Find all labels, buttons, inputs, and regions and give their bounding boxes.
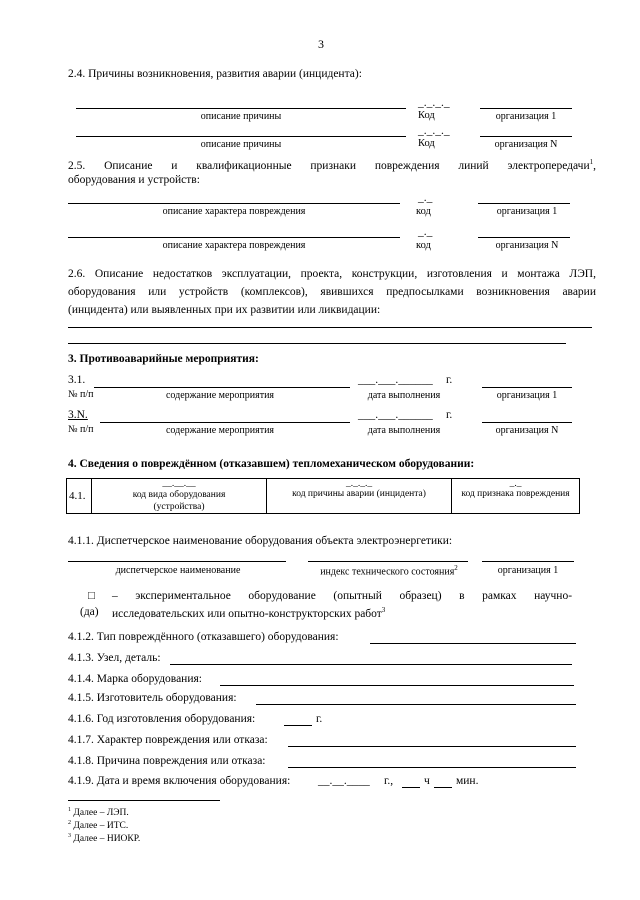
item-4-1-4-field[interactable] bbox=[220, 675, 574, 686]
item-4-1-5-field[interactable] bbox=[256, 694, 576, 705]
word: в bbox=[459, 590, 465, 602]
accident-cause-code-cell[interactable] bbox=[267, 479, 452, 514]
cell-label: код вида оборудования (устройства) bbox=[132, 490, 226, 512]
word: линий bbox=[458, 159, 489, 172]
item-4-1-9-label: 4.1.9. Дата и время включения оборудования: bbox=[68, 775, 291, 787]
measure-1-org-line[interactable] bbox=[482, 387, 572, 388]
cause-n-line[interactable] bbox=[76, 136, 406, 137]
line-text: исследовательских или опытно-конструкторских работ bbox=[112, 607, 382, 620]
item-4-1-2-field[interactable] bbox=[370, 633, 576, 644]
footnote-ref: 1 bbox=[589, 158, 594, 166]
item-4-1-4-label: 4.1.4. Марка оборудования: bbox=[68, 673, 202, 685]
damage-1-line[interactable] bbox=[68, 203, 400, 204]
measure-1-date-mask[interactable]: ___.___.______ bbox=[358, 374, 433, 386]
item-4-1-5-label: 4.1.5. Изготовитель оборудования: bbox=[68, 692, 237, 704]
measure-n-num-caption: № п/п bbox=[68, 424, 94, 435]
damage-n-org-line[interactable] bbox=[478, 237, 570, 238]
cause-1-code-mask[interactable]: _._._._ bbox=[418, 97, 450, 109]
damage-n-line[interactable] bbox=[68, 237, 400, 238]
caption-text: индекс технического состояния bbox=[320, 566, 455, 578]
measure-1-date-suffix: г. bbox=[446, 374, 453, 386]
item-4-1-8-field[interactable] bbox=[288, 757, 576, 768]
footnote-number: 3 bbox=[68, 833, 71, 839]
word: и bbox=[171, 159, 178, 172]
dispatch-org-caption: организация 1 bbox=[497, 565, 559, 576]
damage-1-caption: описание характера повреждения bbox=[162, 206, 306, 217]
section-2-6-line1: 2.6. Описание недостатков эксплуатации, проекта, конструкции, изготовления и монтажа ЛЭП, bbox=[68, 268, 596, 280]
damage-1-code-label: код bbox=[416, 206, 431, 217]
damage-1-code-mask[interactable]: _._ bbox=[418, 192, 433, 204]
word: рамках bbox=[482, 590, 517, 602]
footnote-text: Далее – ЛЭП. bbox=[73, 808, 129, 819]
item-4-1-7-field[interactable] bbox=[288, 736, 576, 747]
cause-n-caption: описание причины bbox=[200, 139, 282, 150]
item-4-1-9-hour-suffix: ч bbox=[424, 775, 430, 787]
footnote-2 bbox=[68, 820, 128, 831]
cause-1-org-caption: организация 1 bbox=[495, 111, 557, 122]
cause-n-code-label: Код bbox=[418, 138, 435, 149]
footnote-separator bbox=[68, 800, 220, 801]
cause-n-org-line[interactable] bbox=[480, 136, 572, 137]
dispatch-org-line[interactable] bbox=[482, 561, 574, 562]
word: 2.5. bbox=[68, 159, 86, 172]
measure-1-num-caption: № п/п bbox=[68, 389, 94, 400]
table-row-label: 4.1. bbox=[67, 479, 92, 514]
tech-state-index-caption bbox=[300, 564, 478, 577]
item-4-1-8-label: 4.1.8. Причина повреждения или отказа: bbox=[68, 755, 266, 767]
dispatch-name-line[interactable] bbox=[68, 561, 286, 562]
item-4-1-9-year-suffix: г., bbox=[384, 775, 394, 787]
word: признаки bbox=[310, 159, 357, 172]
word: оборудование bbox=[248, 590, 316, 602]
word: экспериментальное bbox=[135, 590, 231, 602]
section-2-6-answer-line-2[interactable] bbox=[68, 343, 566, 344]
damage-1-org-line[interactable] bbox=[478, 203, 570, 204]
section-2-6-answer-line-1[interactable] bbox=[68, 327, 592, 328]
cause-n-code-mask[interactable]: _._._._ bbox=[418, 125, 450, 137]
footnote-number: 2 bbox=[68, 820, 71, 826]
experimental-checkbox[interactable]: □ bbox=[88, 590, 95, 602]
equipment-type-code-cell[interactable] bbox=[92, 479, 267, 514]
item-4-1-9-minutes-field[interactable] bbox=[434, 777, 452, 788]
footnote-1 bbox=[68, 807, 129, 818]
measure-n-number: 3.N. bbox=[68, 409, 88, 421]
measure-1-org-caption: организация 1 bbox=[496, 390, 558, 401]
page-number: 3 bbox=[318, 37, 324, 51]
section-4-1-1-text: 4.1.1. Диспетчерское наименование оборудования объекта электроэнергетики: bbox=[68, 535, 453, 547]
item-4-1-2-label: 4.1.2. Тип повреждённого (отказавшего) оборудования: bbox=[68, 631, 339, 643]
section-2-5-heading-line2: оборудования и устройств: bbox=[68, 174, 200, 186]
punct: , bbox=[593, 159, 596, 172]
item-4-1-9-date-field[interactable]: __.__.____ bbox=[318, 775, 370, 787]
item-4-1-7-label: 4.1.7. Характер повреждения или отказа: bbox=[68, 734, 268, 746]
measure-n-date-caption: дата выполнения bbox=[367, 425, 441, 436]
tech-state-index-line[interactable] bbox=[308, 561, 468, 562]
item-4-1-6-field[interactable] bbox=[284, 715, 312, 726]
cause-1-line[interactable] bbox=[76, 108, 406, 109]
word-with-footnote bbox=[508, 160, 596, 172]
word: (опытный bbox=[333, 590, 382, 602]
cell-mask: _._ bbox=[509, 479, 522, 489]
item-4-1-6-suffix: г. bbox=[316, 713, 323, 725]
cell-label: код признака повреждения bbox=[461, 489, 570, 499]
table-row bbox=[67, 479, 580, 514]
damage-sign-code-cell[interactable] bbox=[452, 479, 580, 514]
footnote-ref: 2 bbox=[454, 564, 458, 572]
word: повреждения bbox=[374, 159, 440, 172]
damage-n-code-mask[interactable]: _._ bbox=[418, 226, 433, 238]
experimental-yes-label: (да) bbox=[80, 606, 99, 618]
measure-1-content-caption: содержание мероприятия bbox=[165, 390, 275, 401]
section-2-6-line3: (инцидента) или выявленных при их развитии или ликвидации: bbox=[68, 304, 381, 316]
measure-1-date-caption: дата выполнения bbox=[367, 390, 441, 401]
measure-1-number: 3.1. bbox=[68, 374, 86, 386]
equipment-code-table bbox=[66, 478, 580, 514]
cause-1-code-label: Код bbox=[418, 110, 435, 121]
item-4-1-6-label: 4.1.6. Год изготовления оборудования: bbox=[68, 713, 256, 725]
dispatch-name-caption: диспетчерское наименование bbox=[115, 565, 241, 576]
item-4-1-9-min-suffix: мин. bbox=[456, 775, 479, 787]
damage-n-caption: описание характера повреждения bbox=[162, 240, 306, 251]
damage-n-code-label: код bbox=[416, 240, 431, 251]
damage-1-org-caption: организация 1 bbox=[496, 206, 558, 217]
measure-n-org-line[interactable] bbox=[482, 422, 572, 423]
cause-n-org-caption: организация N bbox=[494, 139, 558, 150]
section-2-4-heading: 2.4. Причины возникновения, развития аварии (инцидента): bbox=[68, 68, 362, 80]
item-4-1-3-label: 4.1.3. Узел, деталь: bbox=[68, 652, 161, 664]
cell-mask: __.__.__ bbox=[162, 479, 196, 489]
measure-n-content-caption: содержание мероприятия bbox=[165, 425, 275, 436]
word: научно- bbox=[534, 590, 573, 602]
word: электропередачи bbox=[507, 159, 590, 172]
footnote-text: Далее – НИОКР. bbox=[73, 834, 141, 845]
item-4-1-3-field[interactable] bbox=[170, 654, 572, 665]
word: образец) bbox=[399, 590, 442, 602]
section-3-heading: 3. Противоаварийные мероприятия: bbox=[68, 353, 259, 365]
experimental-line2 bbox=[112, 606, 385, 620]
footnote-text: Далее – ИТС. bbox=[73, 821, 129, 832]
measure-n-content-line[interactable] bbox=[100, 422, 350, 423]
measure-n-org-caption: организация N bbox=[495, 425, 559, 436]
word: Описание bbox=[104, 159, 153, 172]
cause-1-org-line[interactable] bbox=[480, 108, 572, 109]
measure-n-date-mask[interactable]: ___.___.______ bbox=[358, 409, 433, 421]
footnote-3 bbox=[68, 833, 140, 844]
experimental-line1 bbox=[112, 590, 572, 602]
section-2-5-heading-line1 bbox=[68, 158, 596, 172]
damage-n-org-caption: организация N bbox=[495, 240, 559, 251]
footnote-ref: 3 bbox=[381, 606, 386, 614]
cell-mask: _._._._ bbox=[345, 479, 373, 489]
section-4-heading: 4. Сведения о повреждённом (отказавшем) тепломеханическом оборудовании: bbox=[68, 458, 475, 470]
cause-1-caption: описание причины bbox=[200, 111, 282, 122]
cell-label: код причины аварии (инцидента) bbox=[292, 489, 426, 499]
section-2-6-line2: оборудования или устройств (комплексов), явившихся предпосылками возникновения аварии bbox=[68, 286, 596, 298]
word: – bbox=[112, 590, 118, 602]
measure-1-content-line[interactable] bbox=[94, 387, 350, 388]
footnote-number: 1 bbox=[68, 807, 71, 813]
word: квалификационные bbox=[196, 159, 292, 172]
item-4-1-9-hours-field[interactable] bbox=[402, 777, 420, 788]
measure-n-date-suffix: г. bbox=[446, 409, 453, 421]
